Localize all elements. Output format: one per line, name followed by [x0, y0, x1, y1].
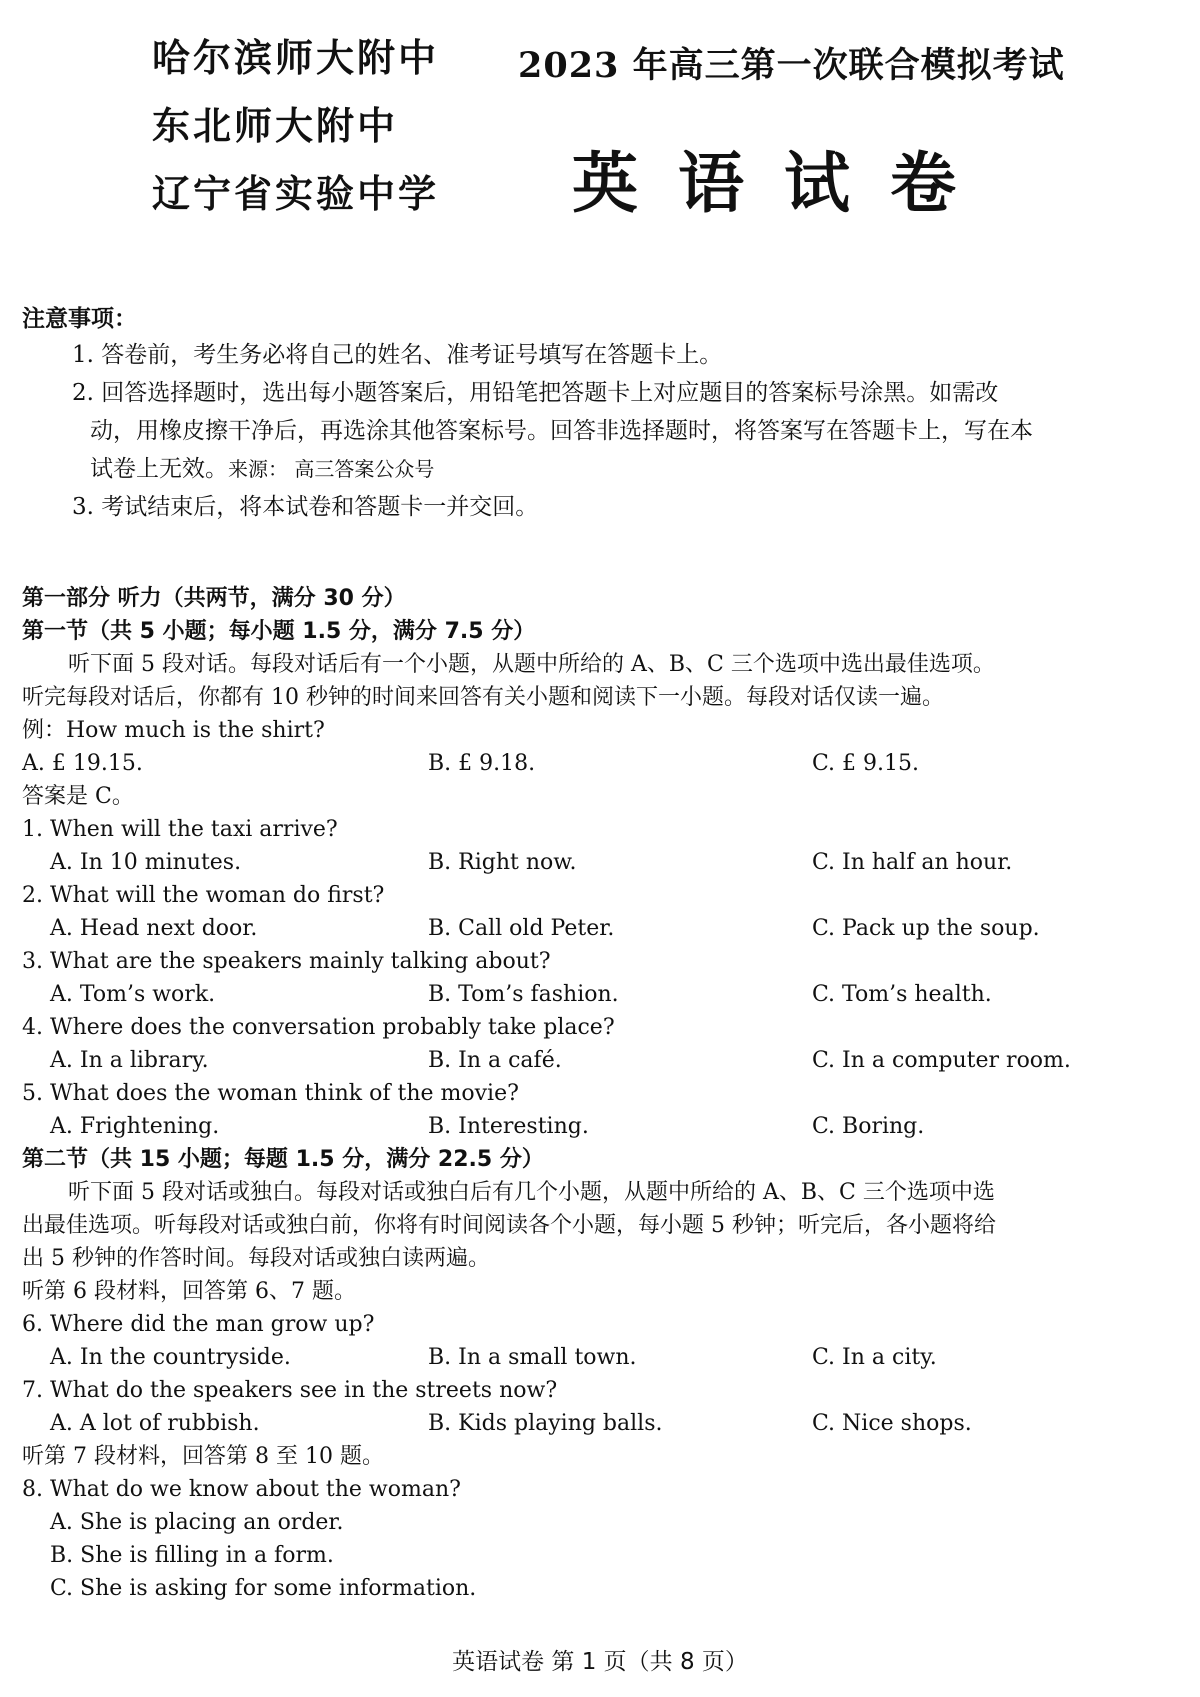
- option-a: A. Tom’s work.: [50, 982, 216, 1007]
- question-8: [22, 1473, 1182, 1605]
- page-footer: 英语试卷 第 1 页（共 8 页）: [452, 1649, 748, 1675]
- example-option-c: C. £ 9.15.: [812, 751, 920, 776]
- question-text: 2. What will the woman do first?: [22, 883, 385, 908]
- section1-instruction-line-2: 听完每段对话后，你都有 10 秒钟的时间来回答有关小题和阅读下一小题。每段对话仅读一遍。: [22, 685, 944, 710]
- section2-title: 第二节（共 15 小题；每题 1.5 分，满分 22.5 分）: [22, 1147, 544, 1172]
- part1-title: 第一部分 听力（共两节，满分 30 分）: [22, 586, 406, 611]
- example-answer: 答案是 C。: [22, 784, 134, 809]
- question-options: [22, 1341, 1182, 1374]
- question-text: 1. When will the taxi arrive?: [22, 817, 338, 842]
- section2-instruction: [22, 1176, 1182, 1275]
- example-option-a: A. £ 19.15.: [22, 751, 143, 776]
- option-c: C. Tom’s health.: [812, 982, 992, 1007]
- notice-item-2: [72, 374, 1182, 488]
- question-5: [22, 1077, 1182, 1143]
- option-b: B. Kids playing balls.: [428, 1411, 663, 1436]
- question-options: [22, 846, 1182, 879]
- option-a: A. A lot of rubbish.: [50, 1411, 260, 1436]
- notice-item-2-line-2: 动，用橡皮擦干净后，再选涂其他答案标号。回答非选择题时，将答案写在答题卡上，写在本: [90, 418, 1033, 444]
- exam-body: [22, 582, 1182, 1605]
- option-a: A. In 10 minutes.: [50, 850, 242, 875]
- question-2: [22, 879, 1182, 945]
- notice-item-2-line-1: 2. 回答选择题时，选出每小题答案后，用铅笔把答题卡上对应题目的答案标号涂黑。如需改: [72, 380, 999, 406]
- notices-title: 注意事项：: [22, 305, 137, 332]
- section1-instruction: [22, 648, 1182, 714]
- option-b: B. Call old Peter.: [428, 916, 615, 941]
- option-c: C. Nice shops.: [812, 1411, 972, 1436]
- question-text: 5. What does the woman think of the movie?: [22, 1081, 519, 1106]
- option-b: B. In a café.: [428, 1048, 562, 1073]
- option-a: A. Frightening.: [50, 1114, 220, 1139]
- option-a: A. She is placing an order.: [50, 1510, 344, 1535]
- school-name-3: 辽宁省实验中学: [152, 172, 440, 216]
- section1-title: 第一节（共 5 小题；每小题 1.5 分，满分 7.5 分）: [22, 619, 536, 644]
- option-a: A. In the countryside.: [50, 1345, 291, 1370]
- school-names: [152, 24, 439, 228]
- section2-instruction-line-1: 听下面 5 段对话或独白。每段对话或独白后有几个小题，从题中所给的 A、B、C 三个选项中选: [68, 1180, 995, 1205]
- question-options: [22, 978, 1182, 1011]
- question-text: 4. Where does the conversation probably take place?: [22, 1015, 615, 1040]
- question-3: [22, 945, 1182, 1011]
- option-c: C. She is asking for some information.: [50, 1576, 477, 1601]
- question-6: [22, 1308, 1182, 1374]
- option-c: C. In half an hour.: [812, 850, 1013, 875]
- question-text: 6. Where did the man grow up?: [22, 1312, 375, 1337]
- notice-item-2-line-3: [72, 450, 1182, 488]
- school-name-1: 哈尔滨师大附中: [152, 36, 440, 80]
- option-b: B. Tom’s fashion.: [428, 982, 619, 1007]
- material-6-heading: 听第 6 段材料，回答第 6、7 题。: [22, 1279, 356, 1304]
- option-b: B. Right now.: [428, 850, 577, 875]
- option-b: B. In a small town.: [428, 1345, 637, 1370]
- question-7: [22, 1374, 1182, 1440]
- school-name-2: 东北师大附中: [152, 104, 399, 148]
- question-options: [22, 1110, 1182, 1143]
- section1-instruction-line-1: 听下面 5 段对话。每段对话后有一个小题，从题中所给的 A、B、C 三个选项中选出最佳选项。: [68, 652, 995, 677]
- notice-item-2-line-3-text: 试卷上无效。: [90, 456, 228, 482]
- question-1: [22, 813, 1182, 879]
- notice-item-3: 3. 考试结束后，将本试卷和答题卡一并交回。: [72, 494, 539, 520]
- section2-instruction-line-2: 出最佳选项。听每段对话或独白前，你将有时间阅读各个小题，每小题 5 秒钟；听完后，各小题将给: [22, 1213, 996, 1238]
- question-options: [22, 1407, 1182, 1440]
- material-7-heading: 听第 7 段材料，回答第 8 至 10 题。: [22, 1444, 384, 1469]
- notices-list: [72, 336, 1182, 526]
- question-options: [22, 1044, 1182, 1077]
- option-c: C. Boring.: [812, 1114, 925, 1139]
- section2-instruction-line-3: 出 5 秒钟的作答时间。每段对话或独白读两遍。: [22, 1246, 490, 1271]
- option-b: B. Interesting.: [428, 1114, 589, 1139]
- option-c: C. In a city.: [812, 1345, 937, 1370]
- example-option-b: B. £ 9.18.: [428, 751, 536, 776]
- notice-item-1: 1. 答卷前，考生务必将自己的姓名、准考证号填写在答题卡上。: [72, 342, 723, 368]
- option-a: A. Head next door.: [50, 916, 258, 941]
- option-c: C. Pack up the soup.: [812, 916, 1040, 941]
- exam-title: 2023 年高三第一次联合模拟考试: [518, 45, 1065, 86]
- option-a: A. In a library.: [50, 1048, 209, 1073]
- example-options: [22, 747, 1182, 780]
- source-note: 来源： 高三答案公众号: [228, 457, 435, 481]
- question-4: [22, 1011, 1182, 1077]
- question-text: 7. What do the speakers see in the streets now?: [22, 1378, 558, 1403]
- example-question: 例：How much is the shirt?: [22, 718, 325, 743]
- question-text: 3. What are the speakers mainly talking about?: [22, 949, 551, 974]
- subject-title: 英语试卷: [572, 144, 996, 222]
- question-options: [22, 912, 1182, 945]
- option-c: C. In a computer room.: [812, 1048, 1071, 1073]
- question-text: 8. What do we know about the woman?: [22, 1477, 461, 1502]
- option-b: B. She is filling in a form.: [50, 1543, 334, 1568]
